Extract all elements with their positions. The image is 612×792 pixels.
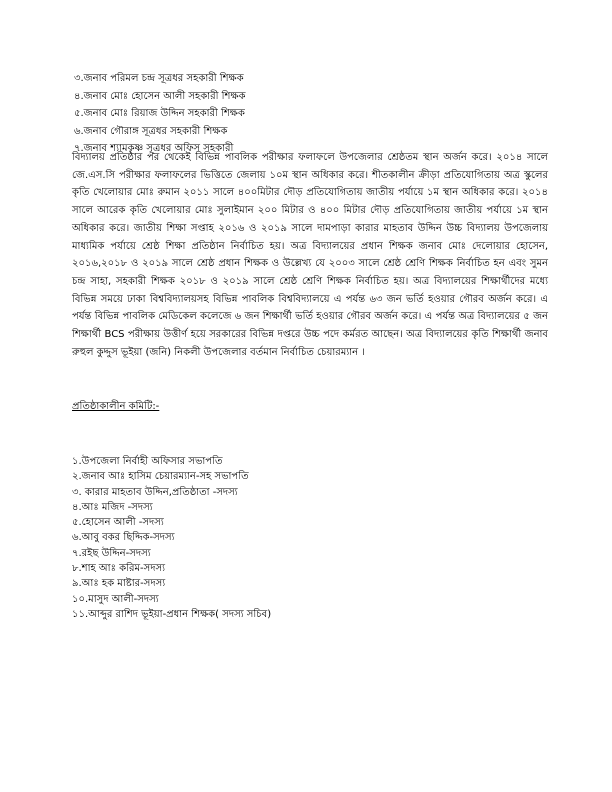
list-item: ৪.জনাব মোঃ হোসেন আলী সহকারী শিক্ষক: [74, 90, 246, 102]
committee-heading: প্রতিষ্ঠাকালীন কমিটি:-: [72, 401, 160, 412]
list-item: ৯.আঃ হক মাষ্টার-সদস্য: [72, 578, 166, 590]
list-item: ১০.মাসুদ আলী-সদস্য: [72, 593, 159, 605]
list-item: ৮.শাহ আঃ করিম-সদস্য: [72, 563, 165, 575]
list-item: ৬.জনাব গৌরাঙ্গ সূত্রধর সহকারী শিক্ষক: [74, 125, 228, 137]
list-item: ৭.জনাব শ্যামকৃষ্ণ সূত্রধর অফিস সহকারী: [74, 143, 234, 155]
list-item: ৭.রইছ উদ্দিন-সদস্য: [72, 547, 151, 559]
history-paragraph: বিদ্যালয় প্রতিষ্ঠার পর থেকেই বিভিন্ন পাবলিক পরীক্ষার ফলাফলে উপজেলার শ্রেষ্ঠতম স্থান অর্জন করে। ২০১৪ সালে জে.এস.সি পরীক্ষার ফলাফলের ভিত্তিতে জেলায় ১০ম স্থান অধিকার করে। শীতকালীন ক্রীড়া প্রতিযোগিতায় অত্র স্কুলের কৃতি খেলোয়ার মোঃ রুমান ২০১১ সালে ৪০০মিটার দৌড় প্রতিযোগিতায় জাতীয় পর্যায়ে ১ম স্থান অধিকার করে। ২০১৪ সালে আরেক কৃতি খেলোয়ার মোঃ সুলাইমান ২০০ মিটার ও ৪০০ মিটার দৌড় প্রতিযোগিতায় জাতীয় পর্যায়ে ১ম স্থান অধিকার করে। জাতীয় শিক্ষা সপ্তাহ ২০১৬ ও ২০১৯ সালে দামপাড়া কারার মাহতাব উদ্দিন উচ্চ বিদ্যালয় উপজেলায় মাধ্যমিক পর্যায়ে শ্রেষ্ঠ শিক্ষা প্রতিষ্ঠান নির্বাচিত হয়। অত্র বিদ্যালয়ের প্রধান শিক্ষক জনাব মোঃ দেলোয়ার হোসেন, ২০১৬,২০১৮ ও ২০১৯ সালে শ্রেষ্ঠ প্রধান শিক্ষক ও উল্লেখ্য যে ২০০৩ সালে শ্রেষ্ঠ শ্রেণি শিক্ষক নির্বাচিত হন এবং সুমন চন্দ্র সাহা, সহকারী শিক্ষক ২০১৮ ও ২০১৯ সালে শ্রেষ্ঠ শ্রেণি শিক্ষক নির্বাচিত হয়। অত্র বিদ্যালয়ের শিক্ষার্থীদের মধ্যে বিভিন্ন সময়ে ঢাকা বিশ্ববিদ্যালয়সহ বিভিন্ন পাবলিক বিশ্ববিদ্যালয়ে এ পর্যন্ত ৬৩ জন ভর্তি হওয়ার গৌরব অর্জন করে। এ পর্যন্ত বিভিন্ন পাবলিক মেডিকেল কলেজে ৬ জন শিক্ষার্থী ভর্তি হওয়ার গৌরব অর্জন করে। এ পর্যন্ত অত্র বিদ্যালয়ের ৫ জন শিক্ষার্থী BCS পরীক্ষায় উত্তীর্ণ হয়ে সরকারের বিভিন্ন দপ্তরে উচ্চ পদে কর্মরত আছেন। অত্র বিদ্যালয়ের কৃতি শিক্ষার্থী জনাব রুহুল কুদ্দুস ভূইয়া (জনি) নিকলী উপজেলার বর্তমান নির্বাচিত চেয়ারম্যান ।: [72, 152, 548, 358]
list-item: ৫.হোসেন আলী -সদস্য: [72, 517, 164, 529]
list-item: ১.উপজেলা নির্বাহী অফিসার সভাপতি: [72, 456, 223, 467]
list-item: ৫.জনাব মোঃ রিয়াজ উদ্দিন সহকারী শিক্ষক: [74, 108, 245, 120]
list-item: ৩. কারার মাহতাব উদ্দিন,প্রতিষ্ঠাতা -সদস্য: [72, 486, 238, 498]
list-item: ৩.জনাব পরিমল চন্দ্র সূত্রধর সহকারী শিক্ষক: [74, 73, 244, 84]
staff-list: [74, 70, 554, 158]
list-item: ৪.আঃ মজিদ -সদস্য: [72, 501, 153, 513]
list-item: ২.জনাব আঃ হাসিম চেয়ারম্যান-সহ সভাপতি: [72, 471, 249, 483]
committee-list: [72, 454, 552, 622]
list-item: ৬.আবু বকর ছিদ্দিক-সদস্য: [72, 532, 175, 544]
list-item: ১১.আব্দুর রাশিদ ভূইয়া-প্রধান শিক্ষক( সদস্য সচিব): [72, 608, 272, 620]
